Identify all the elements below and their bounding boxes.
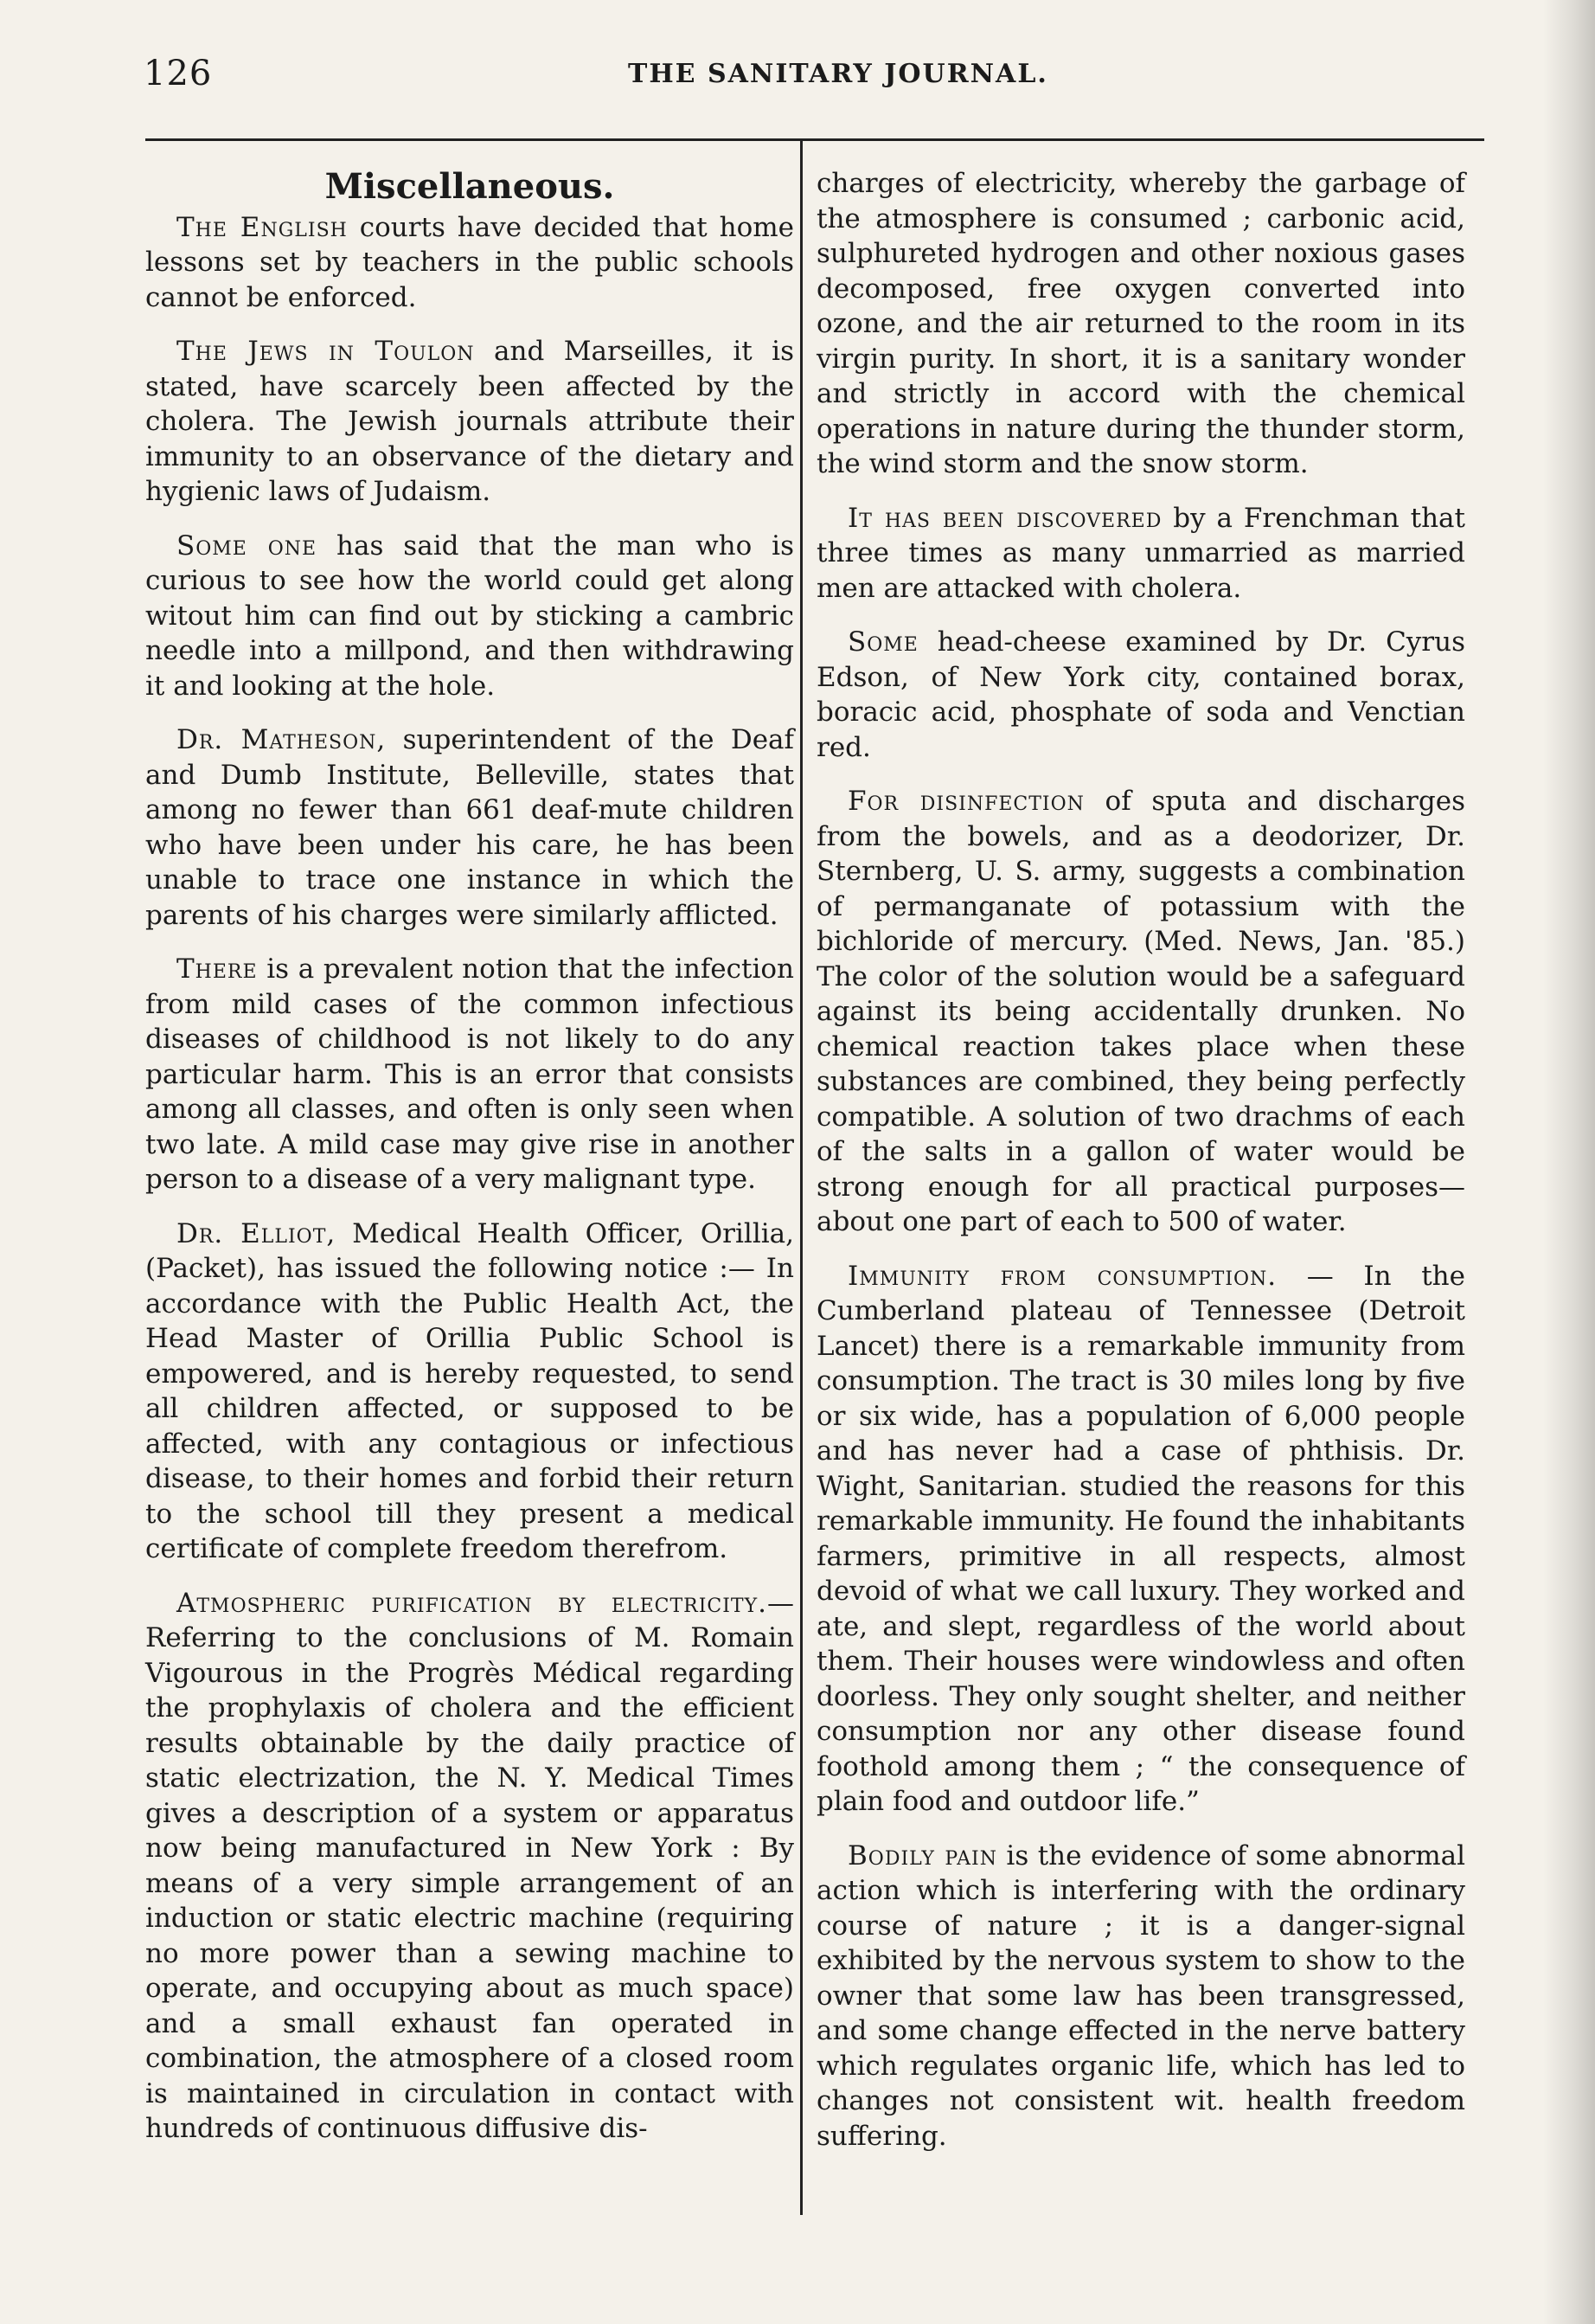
- paragraph-text: and Marseilles, it is stated, have scarcely been affected by the cholera. The Jewish journals attribute their immunity to an observance of the dietary and hygienic laws of Judaism.: [145, 336, 794, 507]
- paragraph-text: —Referring to the conclusions of M. Romain Vigourous in the Progrès Médical regarding the prophylaxis of cholera and the efficient results obtainable by the daily practice of static electrization, the N. Y. Medical Times gives a description of a system or apparatus now being manufactured in New York : By means of a very simple arrangement of an induction or static electric machine (requiring no more power than a sewing machine to operate, and occupying about as much space) and a small exhaust fan operated in combination, the atmosphere of a closed room is maintained in circulation in contact with hundreds of continuous diffusive dis-: [145, 1587, 794, 2144]
- article-paragraph: [145, 529, 794, 704]
- article-paragraph: [145, 334, 794, 510]
- paragraph-lead: For disinfection: [848, 786, 1085, 817]
- paragraph-lead: Dr. Elliot,: [176, 1217, 336, 1249]
- paragraph-lead: The Jews in Toulon: [176, 336, 475, 367]
- paragraph-text: — In the Cumberland plateau of Tennessee (Detroit Lancet) there is a remarkable immunity from consumption. The tract is 30 miles long by five or six wide, has a population of 6,000 people and has never had a case of phthisis. Dr. Wight, Sanitarian. studied the reasons for this remarkable immunity. He found the inhabitants farmers, primitive in all respects, almost devoid of what we call luxury. They worked and ate, and slept, regardless of the world about them. Their houses were windowless and often doorless. They only sought shelter, and neither consumption nor any other disease found foothold among them ; “ the consequence of plain food and outdoor life.”: [817, 1260, 1465, 1817]
- right-column: [817, 166, 1465, 2173]
- paragraph-text: has said that the man who is curious to see how the world could get along witout him can find out by sticking a cambric needle into a millpond, and then withdrawing it and looking at the hole.: [145, 530, 794, 702]
- article-paragraph: [145, 722, 794, 933]
- paragraph-lead: Atmospheric purification by electricity.: [176, 1587, 767, 1619]
- paragraph-text: Medical Health Officer, Orillia, (Packet), has issued the following notice :— In accordance with the Public Health Act, the Head Master of Orillia Public School is empowered, and is hereby requested, to send all children affected, or supposed to be affected, with any contagious or infectious disease, to their homes and forbid their return to the school till they present a medical certificate of complete freedom therefrom.: [145, 1217, 794, 1564]
- paragraph-text: by a Frenchman that three times as many unmarried as married men are attacked with cholera.: [817, 502, 1465, 604]
- paragraph-text: of sputa and discharges from the bowels, and as a deodorizer, Dr. Sternberg, U. S. army, suggests a combination of permanganate of potassium with the bichloride of mercury. (Med. News, Jan. '85.) The color of the solution would be a safeguard against its being accidentally drunken. No chemical reaction takes place when these substances are combined, they being perfectly compatible. A solution of two drachms of each of the salts in a gallon of water would be strong enough for all practical purposes—about one part of each to 500 of water.: [817, 786, 1465, 1237]
- article-paragraph: [817, 501, 1465, 607]
- article-paragraph: [817, 166, 1465, 482]
- paragraph-lead: The English: [176, 211, 348, 243]
- page-number: 126: [144, 54, 213, 93]
- running-title: THE SANITARY JOURNAL.: [628, 59, 1048, 89]
- paragraph-lead: Bodily pain: [848, 1839, 997, 1871]
- article-paragraph: [817, 1839, 1465, 2154]
- article-paragraph: [145, 1217, 794, 1567]
- paragraph-text: superintendent of the Deaf and Dumb Institute, Belleville, states that among no fewer than 661 deaf-mute children who have been under his care, he has been unable to trace one instance in which the parents of his charges were similarly afflicted.: [145, 724, 795, 931]
- article-paragraph: [145, 1586, 794, 2147]
- scan-edge-shadow: [1543, 0, 1595, 2324]
- article-paragraph: [817, 625, 1465, 765]
- paragraph-lead: Immunity from consumption.: [848, 1260, 1278, 1292]
- paragraph-text: is the evidence of some abnormal action which is interfering with the ordinary course of nature ; it is a danger-signal exhibited by the nervous system to show to the owner that some law has been transgressed, and some change effected in the nerve battery which regulates organic life, which has led to changes not consistent wit. health freedom suffering.: [817, 1839, 1465, 2152]
- paragraph-text: courts have decided that home lessons set by teachers in the public schools cannot be enforced.: [145, 211, 794, 313]
- article-paragraph: [145, 210, 794, 316]
- article-paragraph: [145, 952, 794, 1197]
- section-title: Miscellaneous.: [324, 166, 615, 207]
- paragraph-lead: Some one: [176, 530, 317, 562]
- page-header: [144, 54, 1484, 106]
- header-rule: [145, 138, 1484, 141]
- paragraph-text: is a prevalent notion that the infection from mild cases of the common infectious diseases of childhood is not likely to do any particular harm. This is an error that consists among all classes, and often is only seen when two late. A mild case may give rise in another person to a disease of a very malignant type.: [145, 953, 794, 1195]
- paragraph-text: charges of electricity, whereby the garbage of the atmosphere is consumed ; carbonic acid, sulphureted hydrogen and other noxious gases decomposed, free oxygen converted into ozone, and the air returned to the room in its virgin purity. In short, it is a sanitary wonder and strictly in accord with the chemical operations in nature during the thunder storm, the wind storm and the snow storm.: [817, 168, 1465, 479]
- paragraph-lead: It has been discovered: [848, 502, 1163, 534]
- paragraph-lead: Some: [848, 626, 919, 658]
- paragraph-lead: There: [176, 953, 258, 985]
- column-divider: [800, 138, 803, 2215]
- article-paragraph: [817, 1259, 1465, 1820]
- left-column: [145, 166, 794, 2166]
- paragraph-text: head-cheese examined by Dr. Cyrus Edson, of New York city, contained borax, boracic acid, phosphate of soda and Venctian red.: [817, 626, 1465, 763]
- article-paragraph: [817, 784, 1465, 1240]
- paragraph-lead: Dr. Matheson,: [176, 724, 387, 755]
